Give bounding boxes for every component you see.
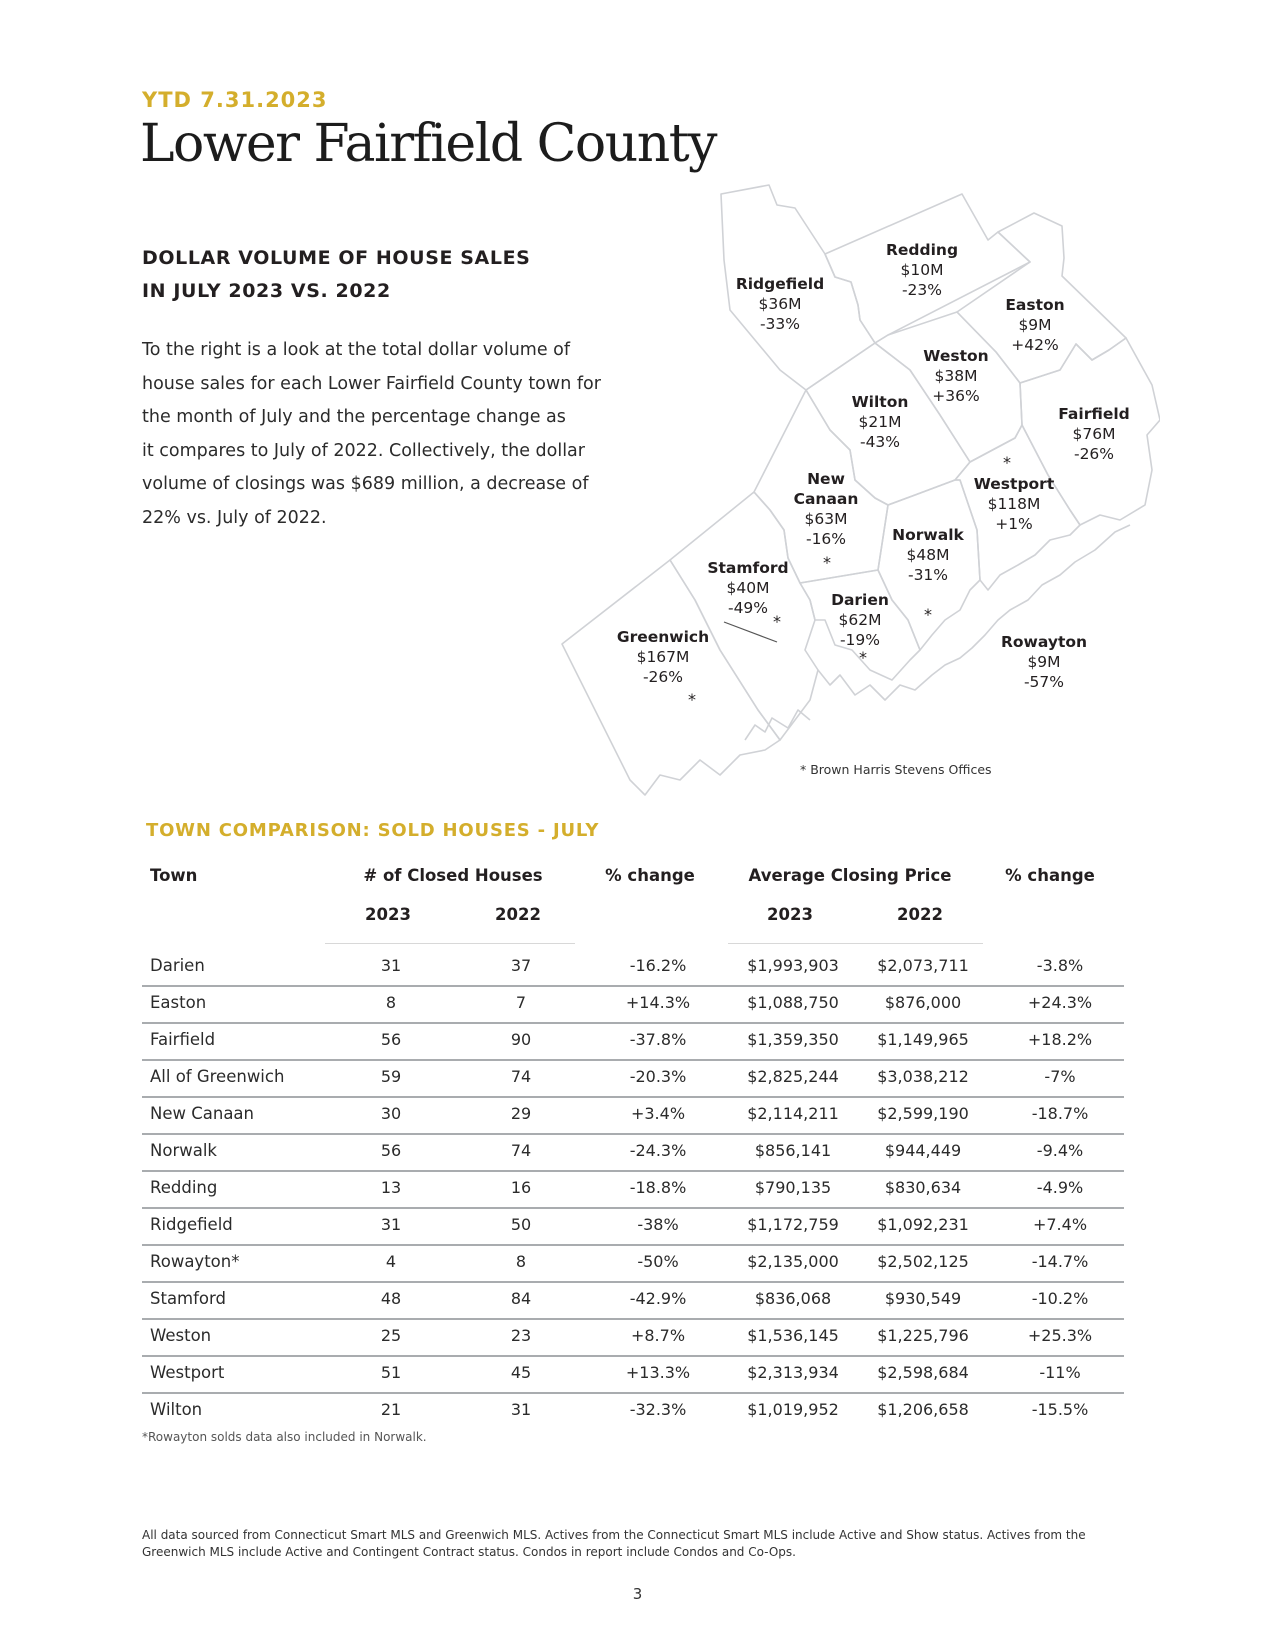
map-label-wilton: Wilton $21M -43% bbox=[851, 393, 909, 451]
cell-closed-2023: 13 bbox=[380, 1178, 402, 1197]
office-marker-greenwich: * bbox=[688, 690, 696, 709]
cell-closed-2023: 56 bbox=[380, 1141, 402, 1160]
cell-price-2022: $2,598,684 bbox=[877, 1363, 969, 1382]
intro-line: house sales for each Lower Fairfield County town for bbox=[142, 373, 601, 394]
cell-closed-2022: 84 bbox=[510, 1289, 532, 1308]
cell-price-change: -9.4% bbox=[1036, 1141, 1084, 1160]
intro-line: To the right is a look at the total dollar volume of bbox=[142, 340, 571, 360]
header-closed-2022: 2022 bbox=[495, 905, 541, 924]
cell-price-2022: $830,634 bbox=[884, 1178, 962, 1197]
table-row bbox=[142, 985, 1124, 1024]
intro-line: 22% vs. July of 2022. bbox=[142, 507, 327, 528]
cell-closed-2022: 23 bbox=[510, 1326, 532, 1345]
cell-closed-2023: 51 bbox=[380, 1363, 402, 1382]
cell-closed-change: -32.3% bbox=[629, 1400, 687, 1419]
cell-closed-2022: 50 bbox=[510, 1215, 532, 1234]
cell-price-2023: $836,068 bbox=[754, 1289, 832, 1308]
cell-price-2023: $1,088,750 bbox=[747, 993, 839, 1012]
cell-closed-2022: 16 bbox=[510, 1178, 532, 1197]
cell-price-change: -18.7% bbox=[1031, 1104, 1089, 1123]
cell-price-change: -14.7% bbox=[1031, 1252, 1089, 1271]
map-label-darien: Darien $62M -19% bbox=[831, 591, 889, 649]
cell-price-change: -11% bbox=[1039, 1363, 1081, 1382]
cell-town: Westport bbox=[150, 1363, 225, 1382]
data-sources-note: All data sourced from Connecticut Smart MLS and Greenwich MLS. Actives from the Connecticut Smart MLS include Active and Show status. Actives from the Greenwich MLS include Active and Contingent Contract status. Condos in report include Condos and Co-Ops. bbox=[142, 1528, 1086, 1559]
cell-closed-change: +3.4% bbox=[630, 1104, 686, 1123]
price-subheader-rule bbox=[728, 943, 983, 944]
cell-price-2022: $876,000 bbox=[884, 993, 962, 1012]
header-closed-change: % change bbox=[605, 866, 695, 885]
table-row bbox=[142, 1244, 1124, 1283]
cell-price-2023: $1,172,759 bbox=[747, 1215, 839, 1234]
table-title: TOWN COMPARISON: SOLD HOUSES - JULY bbox=[146, 820, 600, 841]
table-row bbox=[142, 1133, 1124, 1172]
cell-closed-2022: 90 bbox=[510, 1030, 532, 1049]
table-row bbox=[142, 1207, 1124, 1246]
cell-closed-change: -16.2% bbox=[629, 956, 687, 975]
cell-town: Easton bbox=[150, 993, 207, 1012]
cell-closed-2022: 45 bbox=[510, 1363, 532, 1382]
town-map bbox=[540, 180, 1160, 800]
section-heading bbox=[142, 242, 582, 308]
cell-closed-2022: 7 bbox=[515, 993, 527, 1012]
cell-closed-2022: 29 bbox=[510, 1104, 532, 1123]
table-row bbox=[142, 1022, 1124, 1061]
cell-closed-change: -50% bbox=[637, 1252, 679, 1271]
map-label-westport: Westport $118M +1% bbox=[973, 475, 1055, 533]
cell-town: Stamford bbox=[150, 1289, 226, 1308]
cell-closed-2023: 48 bbox=[380, 1289, 402, 1308]
table-row bbox=[142, 1355, 1124, 1394]
map-label-ridgefield: Ridgefield $36M -33% bbox=[735, 275, 825, 333]
cell-price-2023: $1,019,952 bbox=[747, 1400, 839, 1419]
cell-closed-2023: 31 bbox=[380, 956, 402, 975]
cell-price-2022: $2,073,711 bbox=[877, 956, 969, 975]
table-row bbox=[142, 1170, 1124, 1209]
header-price-2022: 2022 bbox=[897, 905, 943, 924]
cell-price-2023: $1,536,145 bbox=[747, 1326, 839, 1345]
intro-line: it compares to July of 2022. Collectively, the dollar bbox=[142, 440, 585, 461]
section-heading-line2: IN JULY 2023 VS. 2022 bbox=[142, 280, 391, 302]
cell-town: Rowayton* bbox=[150, 1252, 240, 1271]
header-closed-2023: 2023 bbox=[365, 905, 411, 924]
table-row bbox=[142, 1096, 1124, 1135]
cell-price-change: +24.3% bbox=[1027, 993, 1093, 1012]
cell-town: Darien bbox=[150, 956, 205, 975]
cell-price-change: +18.2% bbox=[1027, 1030, 1093, 1049]
cell-town: Norwalk bbox=[150, 1141, 217, 1160]
cell-price-2022: $2,599,190 bbox=[877, 1104, 969, 1123]
cell-closed-2023: 21 bbox=[380, 1400, 402, 1419]
cell-price-2023: $2,825,244 bbox=[747, 1067, 839, 1086]
office-marker-westport: * bbox=[1003, 453, 1011, 472]
header-avg-price: Average Closing Price bbox=[748, 866, 952, 885]
cell-price-change: -4.9% bbox=[1036, 1178, 1084, 1197]
cell-price-2022: $1,149,965 bbox=[877, 1030, 969, 1049]
cell-closed-2023: 25 bbox=[380, 1326, 402, 1345]
cell-closed-2023: 56 bbox=[380, 1030, 402, 1049]
table-row bbox=[142, 1059, 1124, 1098]
cell-town: Ridgefield bbox=[150, 1215, 233, 1234]
cell-price-change: +25.3% bbox=[1027, 1326, 1093, 1345]
cell-town: Fairfield bbox=[150, 1030, 216, 1049]
cell-closed-2022: 74 bbox=[510, 1141, 532, 1160]
header-town: Town bbox=[150, 866, 198, 885]
cell-price-change: -10.2% bbox=[1031, 1289, 1089, 1308]
map-label-rowayton: Rowayton $9M -57% bbox=[1000, 633, 1088, 691]
cell-price-2022: $944,449 bbox=[884, 1141, 962, 1160]
map-label-redding: Redding $10M -23% bbox=[885, 241, 959, 299]
cell-closed-2023: 30 bbox=[380, 1104, 402, 1123]
cell-closed-2022: 37 bbox=[510, 956, 532, 975]
cell-price-change: -7% bbox=[1044, 1067, 1076, 1086]
header-price-change: % change bbox=[1005, 866, 1095, 885]
cell-closed-change: -18.8% bbox=[629, 1178, 687, 1197]
cell-price-2022: $2,502,125 bbox=[877, 1252, 969, 1271]
table-row bbox=[142, 1392, 1124, 1429]
cell-town: Redding bbox=[150, 1178, 218, 1197]
cell-closed-2023: 59 bbox=[380, 1067, 402, 1086]
cell-closed-change: +14.3% bbox=[625, 993, 691, 1012]
cell-price-2023: $2,114,211 bbox=[747, 1104, 839, 1123]
cell-closed-2023: 31 bbox=[380, 1215, 402, 1234]
table-row bbox=[142, 948, 1124, 987]
cell-closed-change: -42.9% bbox=[629, 1289, 687, 1308]
cell-price-2023: $856,141 bbox=[754, 1141, 832, 1160]
table-footnote: *Rowayton solds data also included in Norwalk. bbox=[142, 1430, 427, 1444]
cell-price-change: +7.4% bbox=[1032, 1215, 1088, 1234]
report-date-kicker: YTD 7.31.2023 bbox=[142, 88, 328, 112]
cell-closed-2022: 8 bbox=[515, 1252, 527, 1271]
map-legend: * Brown Harris Stevens Offices bbox=[800, 762, 992, 777]
map-label-weston: Weston $38M +36% bbox=[923, 347, 989, 405]
cell-closed-change: +8.7% bbox=[630, 1326, 686, 1345]
cell-closed-2023: 4 bbox=[385, 1252, 397, 1271]
cell-price-2023: $1,359,350 bbox=[747, 1030, 839, 1049]
cell-town: Weston bbox=[150, 1326, 212, 1345]
intro-paragraph bbox=[142, 334, 601, 535]
cell-town: Wilton bbox=[150, 1400, 203, 1419]
table-row bbox=[142, 1318, 1124, 1357]
page-number: 3 bbox=[632, 1585, 643, 1603]
cell-price-change: -3.8% bbox=[1036, 956, 1084, 975]
map-label-stamford: Stamford $40M -49% bbox=[707, 559, 789, 617]
map-label-fairfield: Fairfield $76M -26% bbox=[1058, 405, 1130, 463]
office-marker-stamford: * bbox=[773, 612, 781, 631]
cell-price-2022: $930,549 bbox=[884, 1289, 962, 1308]
map-label-new-canaan: New Canaan $63M -16% bbox=[793, 470, 859, 548]
cell-price-2022: $3,038,212 bbox=[877, 1067, 969, 1086]
cell-price-2023: $1,993,903 bbox=[747, 956, 839, 975]
cell-price-2022: $1,092,231 bbox=[877, 1215, 969, 1234]
cell-closed-change: -24.3% bbox=[629, 1141, 687, 1160]
cell-closed-change: -37.8% bbox=[629, 1030, 687, 1049]
intro-line: the month of July and the percentage change as bbox=[142, 407, 566, 427]
cell-closed-2022: 74 bbox=[510, 1067, 532, 1086]
map-label-norwalk: Norwalk $48M -31% bbox=[892, 526, 964, 584]
page-title: Lower Fairfield County bbox=[140, 114, 716, 174]
closed-subheader-rule bbox=[325, 943, 575, 944]
map-label-easton: Easton $9M +42% bbox=[1005, 296, 1065, 354]
table-row bbox=[142, 1281, 1124, 1320]
map-label-greenwich: Greenwich $167M -26% bbox=[616, 628, 710, 686]
cell-price-2023: $790,135 bbox=[754, 1178, 832, 1197]
cell-closed-change: -20.3% bbox=[629, 1067, 687, 1086]
cell-price-2023: $2,313,934 bbox=[747, 1363, 839, 1382]
cell-price-2023: $2,135,000 bbox=[747, 1252, 839, 1271]
office-marker-rowayton: * bbox=[924, 605, 932, 624]
cell-closed-change: -38% bbox=[637, 1215, 679, 1234]
cell-price-2022: $1,206,658 bbox=[877, 1400, 969, 1419]
cell-closed-change: +13.3% bbox=[625, 1363, 691, 1382]
cell-price-change: -15.5% bbox=[1031, 1400, 1089, 1419]
cell-price-2022: $1,225,796 bbox=[877, 1326, 969, 1345]
intro-line: volume of closings was $689 million, a decrease of bbox=[142, 474, 589, 494]
cell-closed-2023: 8 bbox=[385, 993, 397, 1012]
office-marker-darien: * bbox=[859, 648, 867, 667]
cell-town: All of Greenwich bbox=[150, 1067, 285, 1086]
section-heading-line1: DOLLAR VOLUME OF HOUSE SALES bbox=[142, 247, 531, 269]
header-closed-houses: # of Closed Houses bbox=[363, 866, 543, 885]
office-marker-new-canaan: * bbox=[823, 553, 831, 572]
cell-town: New Canaan bbox=[150, 1104, 255, 1123]
cell-closed-2022: 31 bbox=[510, 1400, 532, 1419]
header-price-2023: 2023 bbox=[767, 905, 813, 924]
rowayton-leader-line bbox=[724, 622, 777, 642]
